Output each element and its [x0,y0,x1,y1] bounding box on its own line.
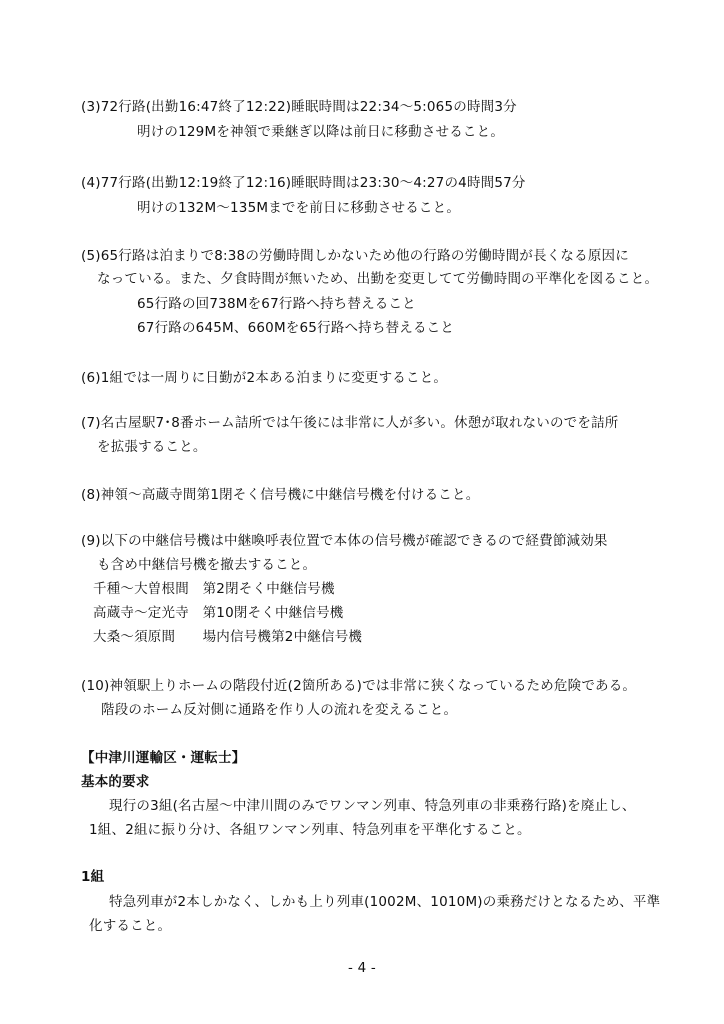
item-6-heading: (6)1組では一周りに日勤が2本ある泊まりに変更すること。 [81,370,448,386]
section-body-line: 1組、2組に振り分け、各組ワンマン列車、特急列車を平準化すること。 [89,822,531,838]
item-9-line: 高蔵寺～定光寺 第10閉そく中継信号機 [93,605,344,621]
item-9-line: 千種～大曽根間 第2閉そく中継信号機 [93,581,335,597]
item-5-line: 67行路の645M、660Mを65行路へ持ち替えること [137,320,455,336]
section-title: 【中津川運輸区・運転士】 [81,750,246,766]
item-9-line: も含め中継信号機を撤去すること。 [97,557,317,573]
item-5-line: なっている。また、夕食時間が無いため、出勤を変更してて労働時間の平準化を図ること。 [97,271,659,287]
item-10-heading: (10)神領駅上りホームの階段付近(2箇所ある)では非常に狭くなっているため危険である。 [81,678,637,694]
item-5-line: 65行路の回738Mを67行路へ持ち替えること [137,296,416,312]
item-9-line: 大桑～須原間 場内信号機第2中継信号機 [93,629,363,645]
item-10-line: 階段のホーム反対側に通路を作り人の流れを変えること。 [101,702,458,718]
group-body-line: 化すること。 [89,918,172,934]
item-4-line: 明けの132M～135Mまでを前日に移動させること。 [137,200,461,216]
item-7-heading: (7)名古屋駅7･8番ホーム詰所では午後には非常に人が多い。休憩が取れないのでを詰所 [81,415,619,431]
item-8-heading: (8)神領～高蔵寺間第1閉そく信号機に中継信号機を付けること。 [81,487,480,503]
section-subtitle: 基本的要求 [81,774,150,790]
item-3-heading: (3)72行路(出勤16:47終了12:22)睡眠時間は22:34～5:065の時間3分 [81,99,517,115]
item-4-heading: (4)77行路(出勤12:19終了12:16)睡眠時間は23:30～4:27の4時間57分 [81,175,526,191]
section-body-line: 現行の3組(名古屋～中津川間のみでワンマン列車、特急列車の非乗務行路)を廃止し、 [109,798,636,814]
item-3-line: 明けの129Mを神領で乗継ぎ以降は前日に移動させること。 [137,124,505,140]
item-9-heading: (9)以下の中継信号機は中継喚呼表位置で本体の信号機が確認できるので経費節減効果 [81,533,608,549]
item-5-heading: (5)65行路は泊まりで8:38の労働時間しかないため他の行路の労働時間が長くなる原因に [81,248,629,264]
group-title: 1組 [81,869,105,885]
item-7-line: を拡張すること。 [97,439,207,455]
group-body-line: 特急列車が2本しかなく、しかも上り列車(1002M、1010M)の乗務だけとなるため、平準 [109,894,661,910]
page-number: - 4 - [348,960,376,976]
